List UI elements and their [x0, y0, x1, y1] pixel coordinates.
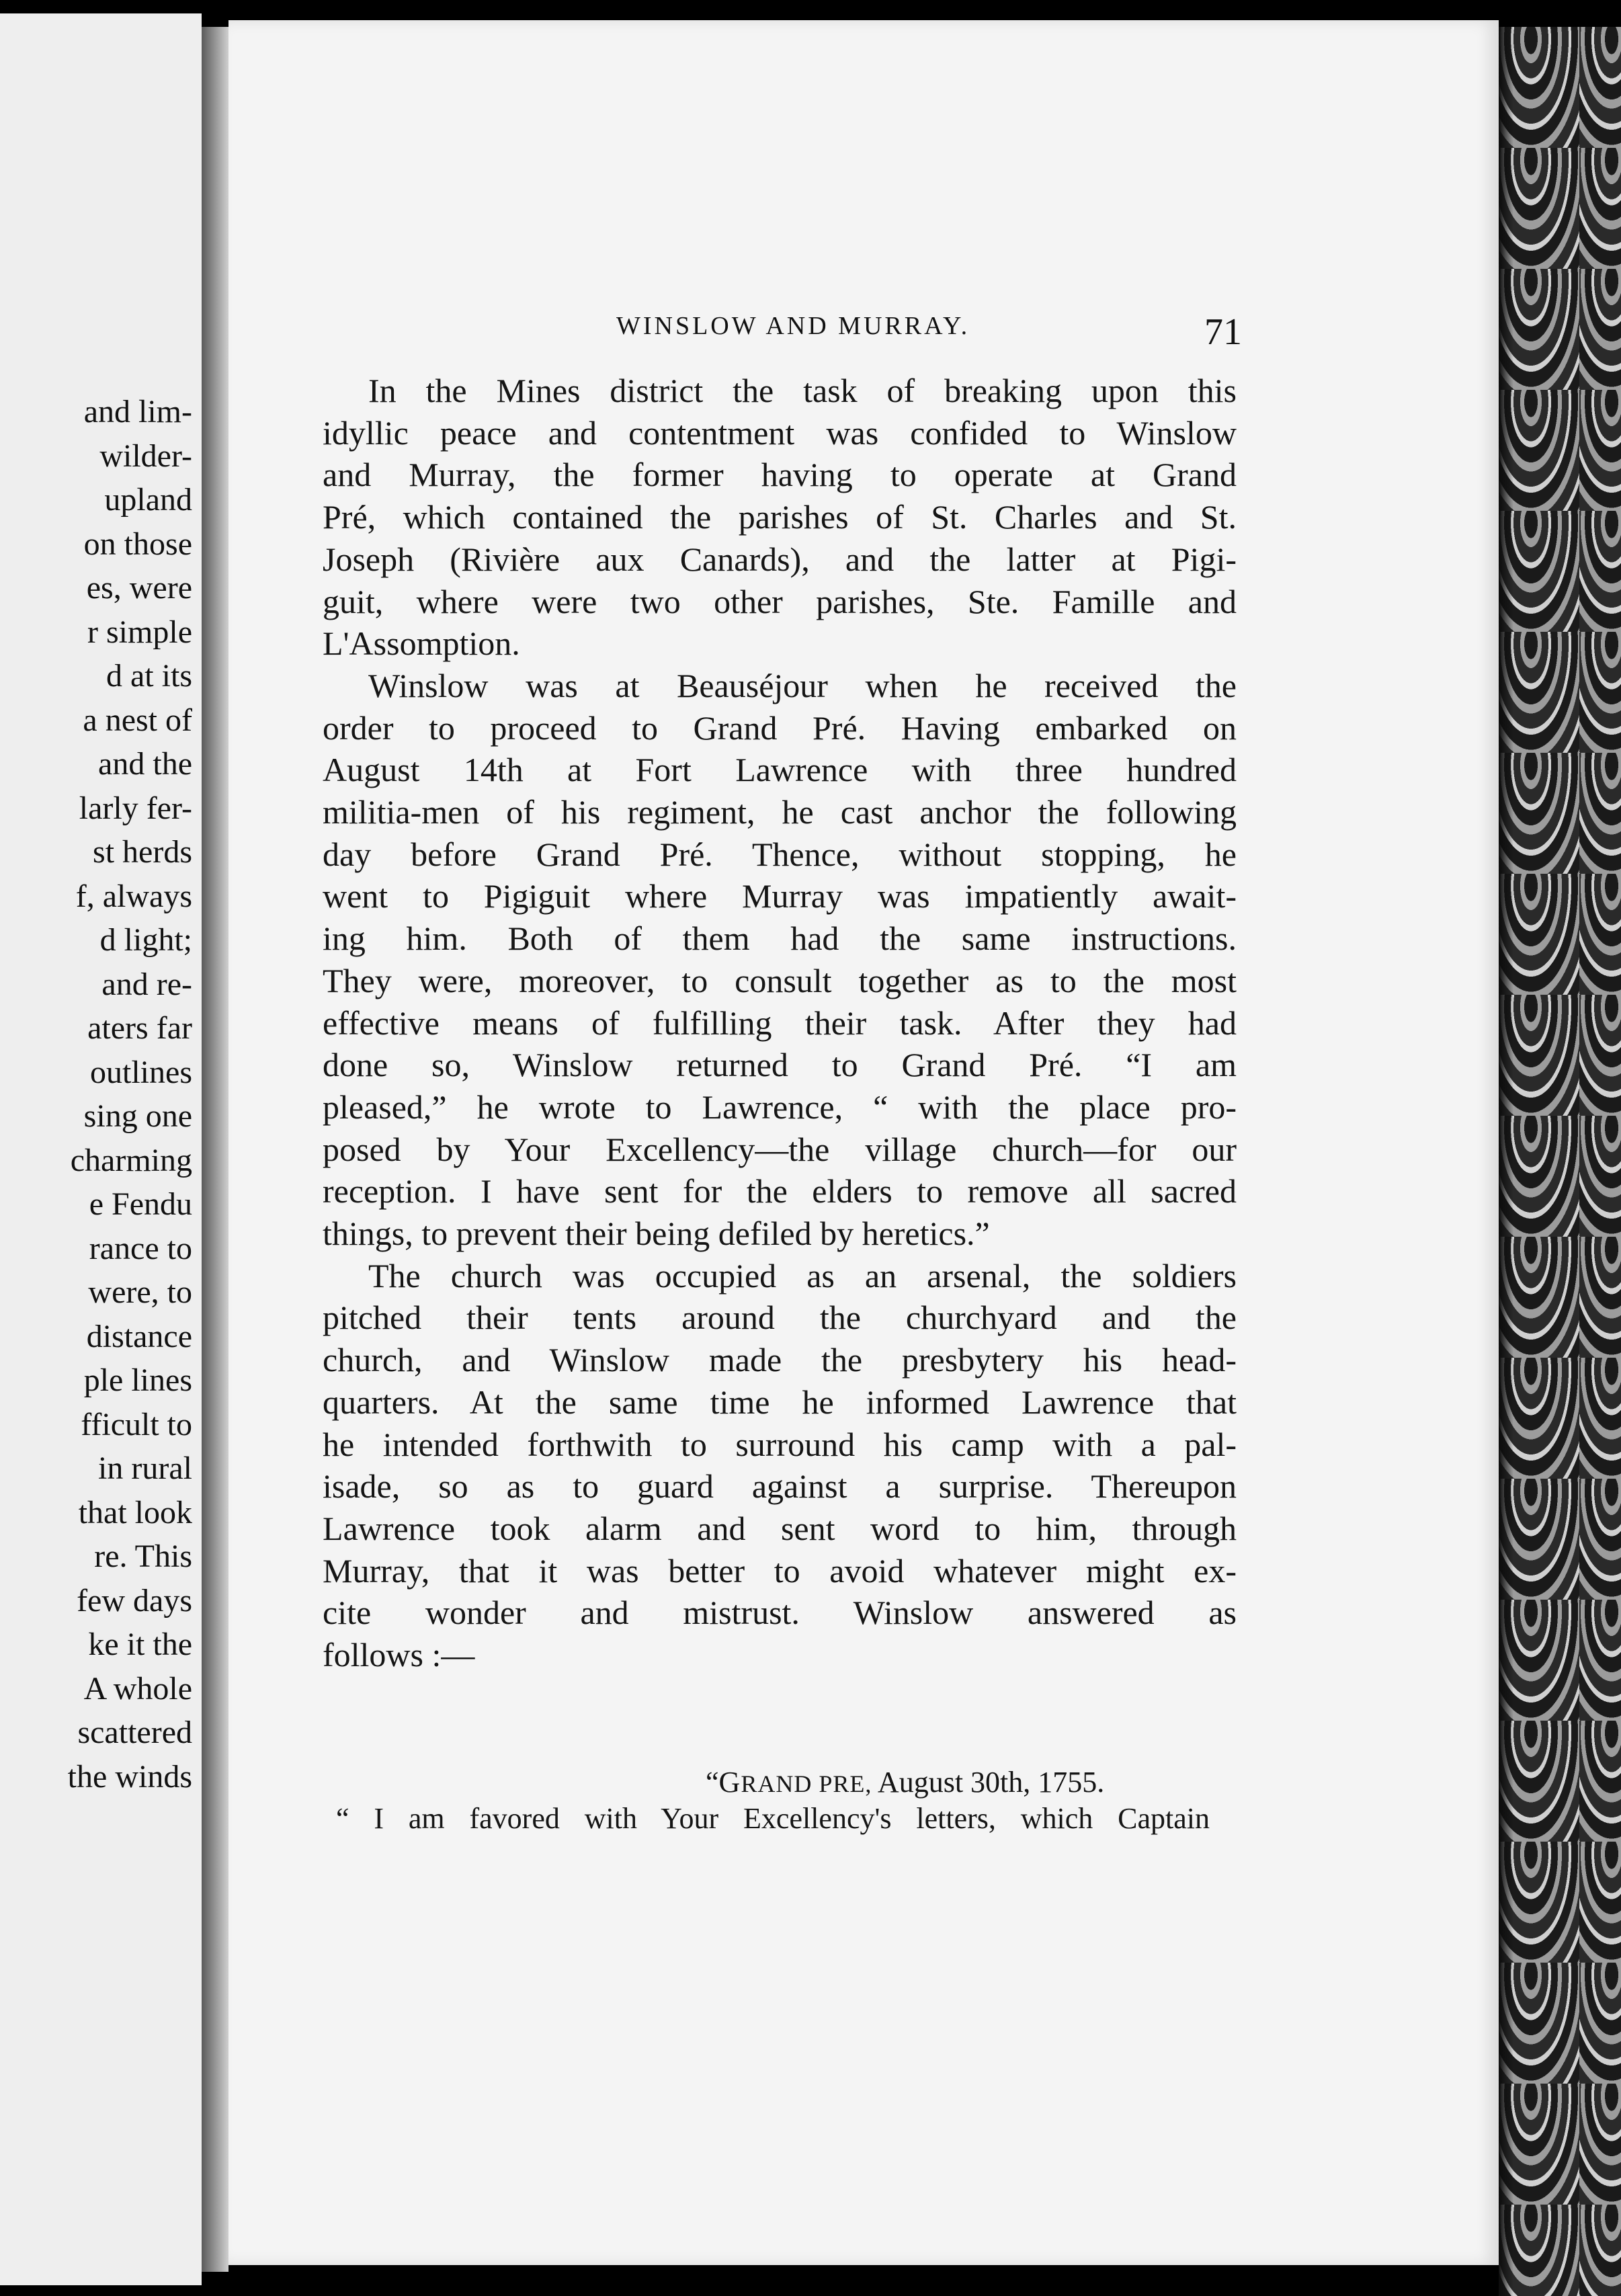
- text-line: order to proceed to Grand Pré. Having embarked on: [323, 708, 1237, 747]
- left-page-line: f, always: [75, 878, 192, 914]
- left-page-line: A whole: [83, 1670, 192, 1707]
- left-page-line: a nest of: [83, 702, 192, 738]
- left-page-line: and lim-: [83, 394, 192, 429]
- marbled-page-edge: [1499, 27, 1621, 2296]
- left-facing-page: [0, 13, 202, 2285]
- dateline-place: GRAND PRE,: [718, 1766, 872, 1799]
- left-page-line: e Fendu: [89, 1186, 192, 1222]
- text-line: militia-men of his regiment, he cast anchor the following: [323, 793, 1237, 831]
- body-text: [323, 370, 1237, 1676]
- page-edge-shadow: [1499, 27, 1513, 2296]
- text-line: done so, Winslow returned to Grand Pré. “I am: [323, 1046, 1237, 1084]
- book-gutter: [202, 27, 228, 2272]
- text-line: The church was occupied as an arsenal, the soldiers: [368, 1256, 1237, 1295]
- text-line: follows :—: [323, 1636, 475, 1674]
- letter-dateline: [706, 1765, 1104, 1799]
- left-page-line: rance to: [89, 1230, 192, 1266]
- text-line: posed by Your Excellency—the village church—for our: [323, 1130, 1237, 1168]
- left-page-line: upland: [104, 482, 192, 518]
- dateline-open-quote: “: [706, 1766, 719, 1799]
- text-line: isade, so as to guard against a surprise. Thereupon: [323, 1467, 1237, 1506]
- text-line: ing him. Both of them had the same instructions.: [323, 919, 1237, 958]
- left-page-line: st herds: [93, 834, 192, 870]
- left-page-line: the winds: [67, 1758, 192, 1795]
- text-line: guit, where were two other parishes, Ste. Famille and: [323, 582, 1237, 620]
- left-page-line: on those: [83, 526, 192, 562]
- running-head: WINSLOW AND MURRAY.: [616, 312, 970, 340]
- text-line: Murray, that it was better to avoid whatever might ex-: [323, 1551, 1237, 1590]
- left-page-line: wilder-: [99, 438, 192, 474]
- left-page-line: in rural: [98, 1450, 192, 1486]
- text-line: day before Grand Pré. Thence, without stopping, he: [323, 835, 1237, 873]
- text-line: In the Mines district the task of breaking upon this: [368, 372, 1237, 409]
- letter-first-line: “ I am favored with Your Excellency's letters, which Captain: [336, 1802, 1210, 1835]
- text-line: pleased,” he wrote to Lawrence, “ with the place pro-: [323, 1088, 1237, 1126]
- text-line: L'Assomption.: [323, 624, 520, 663]
- text-line: and Murray, the former having to operate at Grand: [323, 456, 1237, 494]
- left-page-line: es, were: [86, 570, 192, 606]
- dateline-date: August 30th, 1755.: [872, 1766, 1105, 1799]
- text-line: Pré, which contained the parishes of St. Charles and St.: [323, 498, 1237, 536]
- text-line: church, and Winslow made the presbytery his head-: [323, 1341, 1237, 1379]
- left-page-line: sing one: [83, 1098, 192, 1134]
- left-page-line: r simple: [87, 614, 192, 650]
- text-line: Joseph (Rivière aux Canards), and the latter at Pigi-: [323, 540, 1237, 578]
- left-page-line: distance: [86, 1318, 192, 1354]
- left-page-line: fficult to: [81, 1406, 192, 1442]
- text-line: reception. I have sent for the elders to remove all sacred: [323, 1172, 1237, 1211]
- left-page-line: few days: [77, 1582, 192, 1618]
- left-page-line: larly fer-: [79, 790, 192, 826]
- text-line: quarters. At the same time he informed Lawrence that: [323, 1383, 1237, 1421]
- left-page-line: d light;: [99, 922, 192, 958]
- text-line: August 14th at Fort Lawrence with three hundred: [323, 751, 1237, 789]
- text-line: Winslow was at Beauséjour when he received the: [368, 666, 1237, 704]
- left-page-line: re. This: [94, 1539, 192, 1574]
- text-line: he intended forthwith to surround his camp with a pal-: [323, 1425, 1237, 1463]
- left-page-line: and the: [98, 746, 192, 782]
- left-page-line: ke it the: [88, 1627, 192, 1662]
- text-line: cite wonder and mistrust. Winslow answered as: [323, 1594, 1237, 1632]
- left-page-line: charming: [70, 1142, 192, 1178]
- left-page-line: aters far: [87, 1010, 192, 1046]
- text-line: idyllic peace and contentment was confided to Winslow: [323, 413, 1237, 452]
- left-page-line: scattered: [77, 1715, 192, 1750]
- text-line: effective means of fulfilling their task. After they had: [323, 1003, 1237, 1042]
- text-line: pitched their tents around the churchyard and the: [323, 1299, 1237, 1337]
- text-line: things, to prevent their being defiled by heretics.”: [323, 1215, 990, 1253]
- left-page-line: were, to: [88, 1274, 192, 1310]
- left-page-line: and re-: [101, 966, 192, 1002]
- left-page-line: that look: [78, 1494, 192, 1530]
- page-number: 71: [1204, 311, 1242, 353]
- left-page-line: d at its: [106, 658, 192, 694]
- text-line: Lawrence took alarm and sent word to him, through: [323, 1509, 1237, 1547]
- left-page-line: ple lines: [83, 1362, 192, 1398]
- left-page-text: [68, 390, 192, 1799]
- left-page-line: outlines: [90, 1054, 192, 1090]
- text-line: went to Pigiguit where Murray was impatiently await-: [323, 877, 1237, 915]
- text-line: They were, moreover, to consult together as to the most: [323, 961, 1237, 999]
